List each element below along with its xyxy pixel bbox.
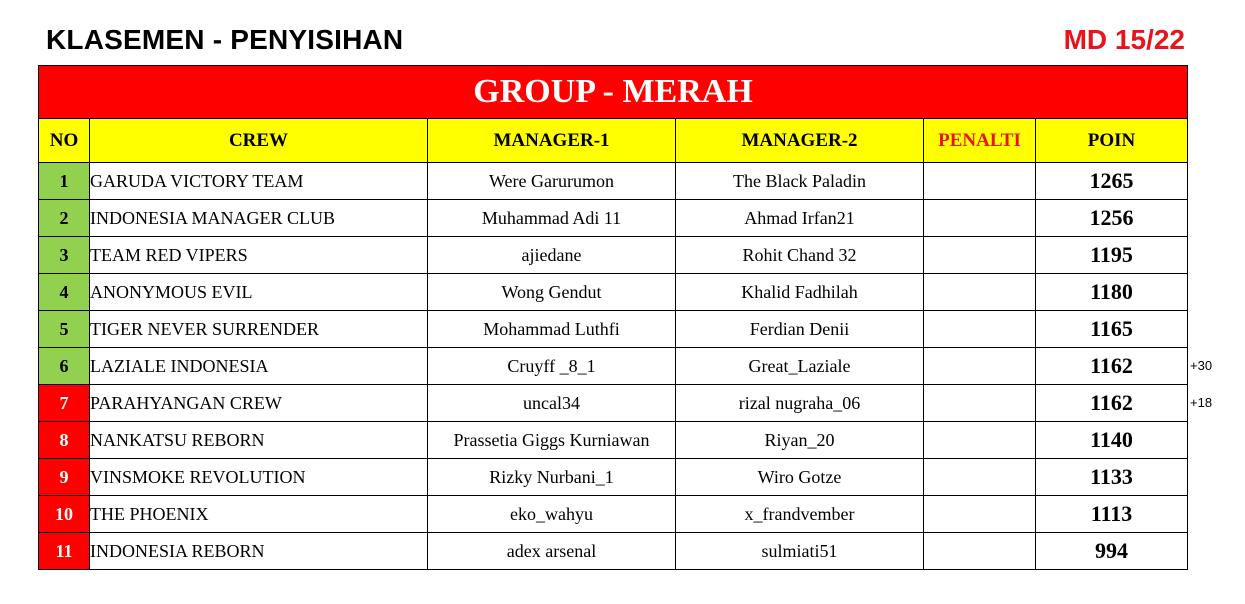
table-row <box>39 533 1188 570</box>
rank-number: 8 <box>39 422 90 459</box>
penalti-value <box>924 200 1036 237</box>
manager-1-name: Muhammad Adi 11 <box>428 200 676 237</box>
manager-2-name: x_frandvember <box>676 496 924 533</box>
crew-name: TIGER NEVER SURRENDER <box>90 311 428 348</box>
manager-2-name: Ferdian Denii <box>676 311 924 348</box>
penalti-value <box>924 459 1036 496</box>
manager-2-name: Riyan_20 <box>676 422 924 459</box>
column-header-manager-1: MANAGER-1 <box>428 119 676 163</box>
standings-table <box>38 65 1188 570</box>
crew-name: VINSMOKE REVOLUTION <box>90 459 428 496</box>
table-row <box>39 163 1188 200</box>
penalti-value <box>924 385 1036 422</box>
rank-number: 11 <box>39 533 90 570</box>
manager-1-name: Mohammad Luthfi <box>428 311 676 348</box>
manager-2-name: Great_Laziale <box>676 348 924 385</box>
table-row <box>39 274 1188 311</box>
table-row <box>39 385 1188 422</box>
rank-number: 9 <box>39 459 90 496</box>
group-title: GROUP - MERAH <box>39 66 1188 119</box>
rank-number: 2 <box>39 200 90 237</box>
penalti-value <box>924 496 1036 533</box>
crew-name: NANKATSU REBORN <box>90 422 428 459</box>
poin-value: 1195 <box>1036 237 1188 274</box>
poin-value: 1140 <box>1036 422 1188 459</box>
poin-value: 1265 <box>1036 163 1188 200</box>
poin-value: 1256 <box>1036 200 1188 237</box>
crew-name: THE PHOENIX <box>90 496 428 533</box>
table-row <box>39 496 1188 533</box>
penalti-value <box>924 237 1036 274</box>
table-row <box>39 459 1188 496</box>
table-row <box>39 422 1188 459</box>
poin-value: 1133 <box>1036 459 1188 496</box>
tiebreak-note: +30 <box>1190 358 1213 373</box>
rank-number: 5 <box>39 311 90 348</box>
poin-value: 1113 <box>1036 496 1188 533</box>
rank-number: 10 <box>39 496 90 533</box>
penalti-value <box>924 422 1036 459</box>
manager-1-name: Prassetia Giggs Kurniawan <box>428 422 676 459</box>
crew-name: ANONYMOUS EVIL <box>90 274 428 311</box>
manager-1-name: uncal34 <box>428 385 676 422</box>
column-header-row <box>39 119 1188 163</box>
penalti-value <box>924 311 1036 348</box>
tiebreak-note: +18 <box>1190 395 1213 410</box>
column-header-manager-2: MANAGER-2 <box>676 119 924 163</box>
rank-number: 6 <box>39 348 90 385</box>
penalti-value <box>924 348 1036 385</box>
manager-2-name: Khalid Fadhilah <box>676 274 924 311</box>
table-row <box>39 237 1188 274</box>
manager-2-name: The Black Paladin <box>676 163 924 200</box>
manager-1-name: eko_wahyu <box>428 496 676 533</box>
manager-1-name: ajiedane <box>428 237 676 274</box>
table-row <box>39 200 1188 237</box>
rank-number: 3 <box>39 237 90 274</box>
standings-body <box>39 163 1188 570</box>
manager-2-name: Rohit Chand 32 <box>676 237 924 274</box>
manager-1-name: Were Garurumon <box>428 163 676 200</box>
crew-name: TEAM RED VIPERS <box>90 237 428 274</box>
crew-name: INDONESIA MANAGER CLUB <box>90 200 428 237</box>
crew-name: INDONESIA REBORN <box>90 533 428 570</box>
matchday-label: MD 15/22 <box>1063 24 1185 55</box>
manager-1-name: Wong Gendut <box>428 274 676 311</box>
rank-number: 7 <box>39 385 90 422</box>
manager-2-name: Ahmad Irfan21 <box>676 200 924 237</box>
manager-1-name: adex arsenal <box>428 533 676 570</box>
manager-2-name: sulmiati51 <box>676 533 924 570</box>
rank-number: 1 <box>39 163 90 200</box>
manager-2-name: Wiro Gotze <box>676 459 924 496</box>
manager-2-name: rizal nugraha_06 <box>676 385 924 422</box>
crew-name: GARUDA VICTORY TEAM <box>90 163 428 200</box>
rank-number: 4 <box>39 274 90 311</box>
penalti-value <box>924 163 1036 200</box>
poin-value: 1162 <box>1036 385 1188 422</box>
table-row <box>39 311 1188 348</box>
manager-1-name: Rizky Nurbani_1 <box>428 459 676 496</box>
column-header-crew: CREW <box>90 119 428 163</box>
penalti-value <box>924 274 1036 311</box>
poin-value: 1180 <box>1036 274 1188 311</box>
poin-value: 1165 <box>1036 311 1188 348</box>
column-header-penalti: PENALTI <box>924 119 1036 163</box>
penalti-value <box>924 533 1036 570</box>
manager-1-name: Cruyff _8_1 <box>428 348 676 385</box>
table-row <box>39 348 1188 385</box>
crew-name: LAZIALE INDONESIA <box>90 348 428 385</box>
poin-value: 994 <box>1036 533 1188 570</box>
page-title: KLASEMEN - PENYISIHAN <box>46 24 404 55</box>
poin-value: 1162 <box>1036 348 1188 385</box>
column-header-no: NO <box>39 119 90 163</box>
crew-name: PARAHYANGAN CREW <box>90 385 428 422</box>
column-header-poin: POIN <box>1036 119 1188 163</box>
